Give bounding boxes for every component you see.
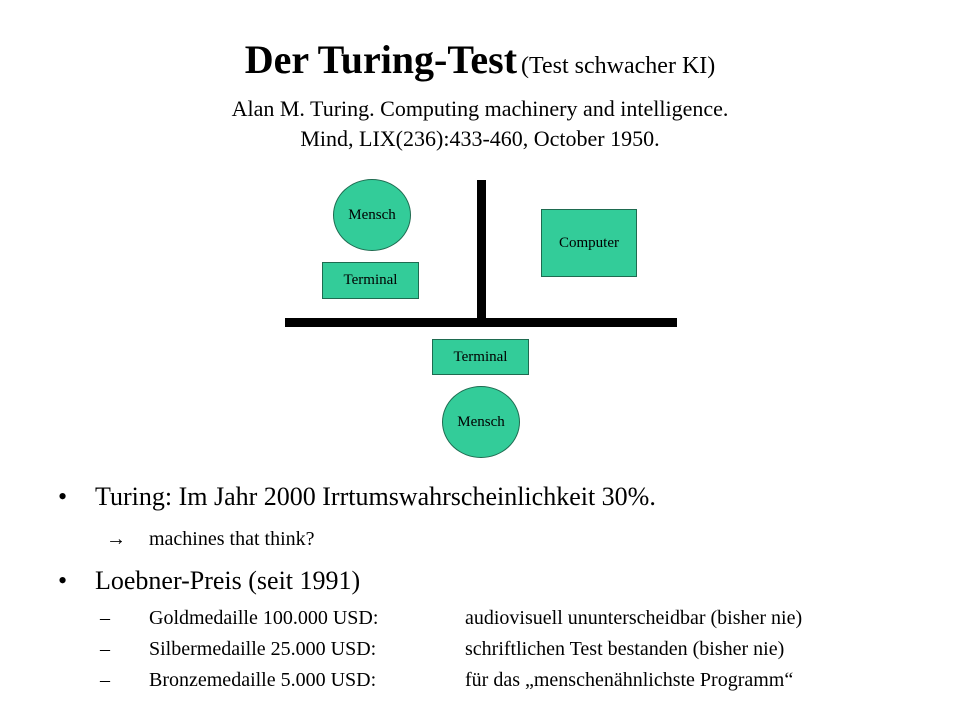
medal-silver-desc: schriftlichen Test bestanden (bisher nie) (465, 638, 785, 660)
dash-1: – (100, 607, 110, 629)
slide-title (0, 36, 960, 83)
bullet-2-symbol: • (58, 566, 68, 595)
medal-gold-desc: audiovisuell ununterscheidbar (bisher nie) (465, 607, 803, 629)
bottom-human-node: Mensch (442, 386, 520, 458)
citation-line-1: Alan M. Turing. Computing machinery and intelligence. (231, 96, 729, 121)
computer-node: Computer (541, 209, 637, 277)
bullet-loebner: Loebner-Preis (seit 1991) (95, 566, 361, 595)
medal-silver: Silbermedaille 25.000 USD: (149, 638, 377, 660)
dash-3: – (100, 669, 110, 691)
citation-line-2: Mind, LIX(236):433-460, October 1950. (300, 126, 660, 151)
bullet-1-symbol: • (58, 482, 68, 511)
title-subtitle: (Test schwacher KI) (521, 53, 716, 79)
arrow-icon: → (106, 528, 126, 550)
citation (0, 94, 960, 154)
top-terminal-node: Terminal (322, 262, 419, 299)
medal-bronze-desc: für das „menschenähnlichste Programm“ (465, 669, 794, 691)
medal-gold: Goldmedaille 100.000 USD: (149, 607, 379, 629)
separator-vertical (477, 180, 486, 326)
bullet-turing: Turing: Im Jahr 2000 Irrtumswahrscheinlichkeit 30%. (95, 482, 656, 511)
title-main: Der Turing-Test (244, 37, 518, 82)
dash-2: – (100, 638, 110, 660)
bottom-terminal-node: Terminal (432, 339, 529, 375)
separator-horizontal (285, 318, 677, 327)
medal-bronze: Bronzemedaille 5.000 USD: (149, 669, 377, 691)
turing-sub-item: machines that think? (149, 528, 315, 550)
top-human-node: Mensch (333, 179, 411, 251)
